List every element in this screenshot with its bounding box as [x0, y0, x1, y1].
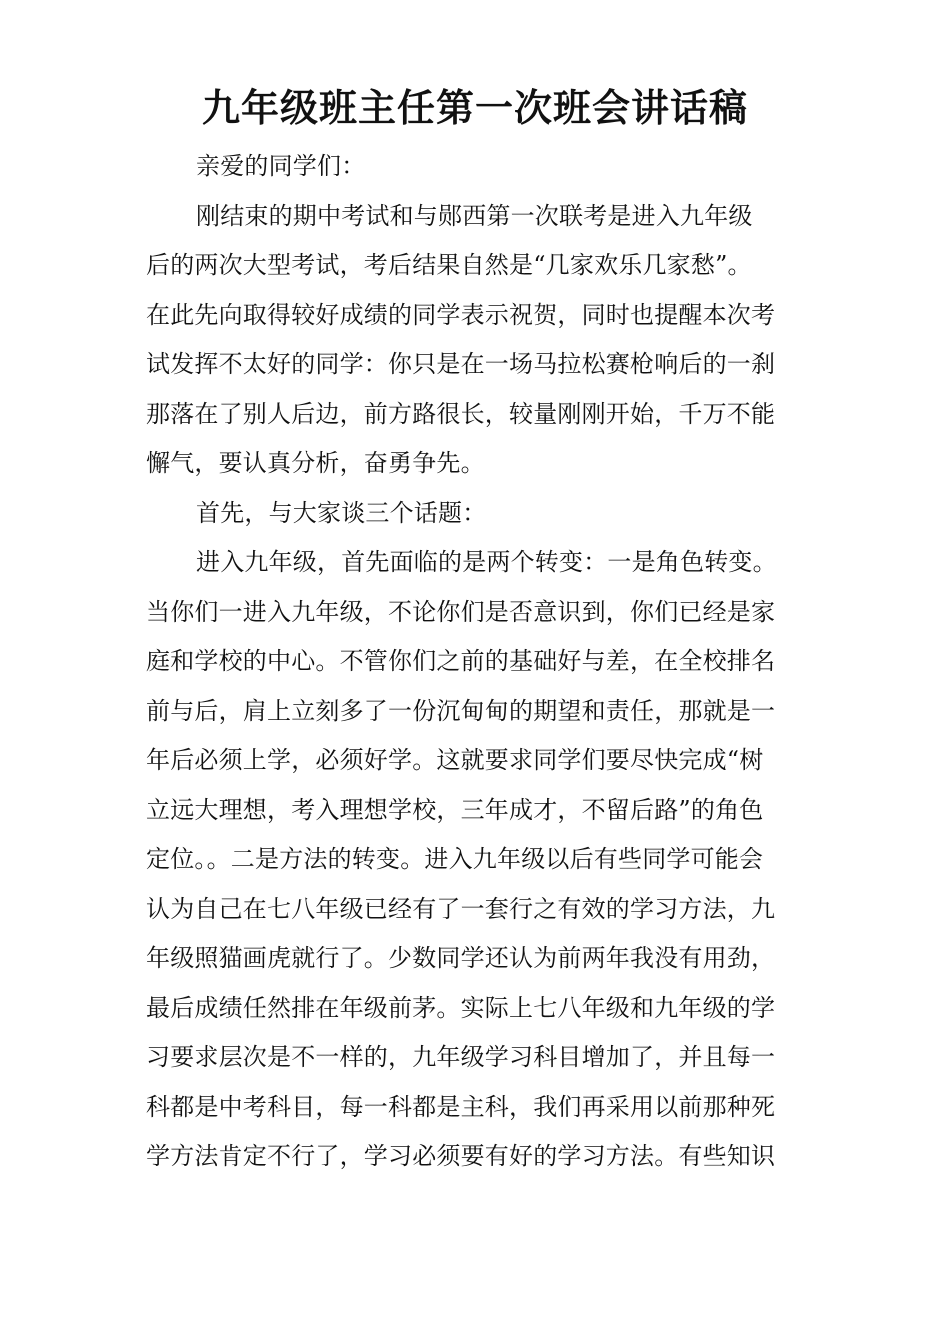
paragraph-line: 当你们一进入九年级，不论你们是否意识到，你们已经是家	[146, 597, 776, 626]
paragraph-line: 最后成绩任然排在年级前茅。实际上七八年级和九年级的学	[146, 993, 776, 1022]
paragraph-line: 后的两次大型考试，考后结果自然是“几家欢乐几家愁”。	[146, 251, 752, 279]
paragraph-line: 定位。。二是方法的转变。进入九年级以后有些同学可能会	[146, 845, 764, 873]
paragraph-line: 懈气，要认真分析，奋勇争先。	[146, 449, 485, 477]
paragraph-line: 学方法肯定不行了，学习必须要有好的学习方法。有些知识	[146, 1142, 776, 1170]
paragraph-line: 那落在了别人后边，前方路很长，较量刚刚开始，千万不能	[146, 399, 776, 428]
paragraph-line: 刚结束的期中考试和与郧西第一次联考是进入九年级	[196, 201, 753, 230]
paragraph-line: 认为自己在七八年级已经有了一套行之有效的学习方法，九	[146, 894, 776, 923]
document-body	[146, 142, 808, 1182]
paragraph-line: 立远大理想，考入理想学校，三年成才，不留后路”的角色	[146, 795, 764, 824]
paragraph-line: 习要求层次是不一样的，九年级学习科目增加了，并且每一	[146, 1043, 776, 1071]
paragraph-line: 科都是中考科目，每一科都是主科，我们再采用以前那种死	[146, 1092, 776, 1121]
paragraph-line: 年级照猫画虎就行了。少数同学还认为前两年我没有用劲，	[146, 944, 776, 972]
paragraph-line: 年后必须上学，必须好学。这就要求同学们要尽快完成“树	[146, 746, 764, 774]
paragraph-line: 进入九年级，首先面临的是两个转变：一是角色转变。	[196, 548, 777, 576]
paragraph-line: 庭和学校的中心。不管你们之前的基础好与差，在全校排名	[146, 647, 776, 675]
paragraph-line: 前与后，肩上立刻多了一份沉甸甸的期望和责任，那就是一	[146, 696, 776, 725]
paragraph-line: 在此先向取得较好成绩的同学表示祝贺，同时也提醒本次考	[146, 300, 776, 329]
paragraph-line: 试发挥不太好的同学：你只是在一场马拉松赛枪响后的一刹	[146, 350, 776, 378]
document-title: 九年级班主任第一次班会讲话稿	[201, 85, 748, 130]
paragraph-line: 首先，与大家谈三个话题：	[196, 498, 487, 527]
paragraph-line: 亲爱的同学们：	[196, 152, 366, 180]
